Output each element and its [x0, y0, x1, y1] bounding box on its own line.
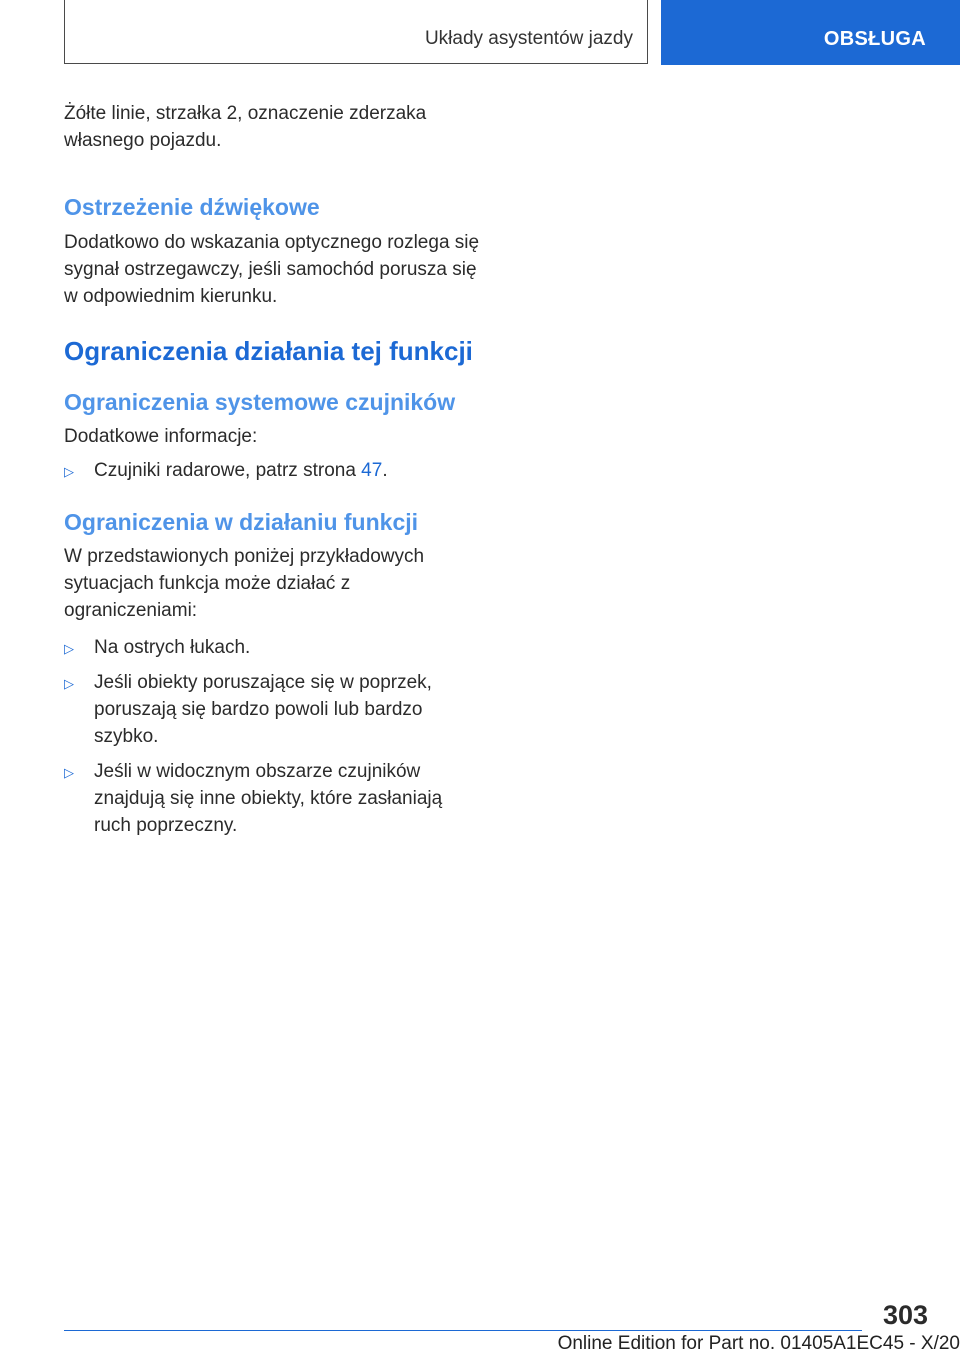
function-restrictions-heading: Ograniczenia w działaniu funkcji: [64, 509, 419, 535]
function-limits-heading: Ograniczenia działania tej funkcji: [64, 336, 473, 366]
function-restrictions-list: [64, 634, 484, 839]
header-section-box: [64, 0, 648, 64]
function-restrictions-paragraph: W przedstawionych poniżej przykładowych sytuacjach funkcja może działać z ograniczeniami:: [64, 546, 425, 621]
list-item: [64, 457, 484, 484]
sensor-item-end: .: [382, 460, 388, 481]
acoustic-warning-heading: Ostrzeżenie dźwiękowe: [64, 194, 320, 220]
acoustic-warning-paragraph: Dodatkowo do wskazania optycznego rozlega się sygnał ostrzegawczy, jeśli samochód porusza się w odpowiednim kierunku.: [64, 232, 480, 307]
triangle-bullet-icon: ▷: [64, 641, 74, 656]
page-reference-link[interactable]: 47: [361, 460, 383, 481]
triangle-bullet-icon: ▷: [64, 765, 74, 780]
list-item: [64, 634, 484, 661]
list-item-text: Jeśli obiekty poruszające się w poprzek, poruszają się bardzo powoli lub bardzo szybko.: [94, 672, 432, 747]
triangle-bullet-icon: ▷: [64, 676, 74, 691]
sensor-limits-paragraph: Dodatkowe informacje:: [64, 426, 258, 447]
sensor-limits-list: [64, 457, 484, 484]
page-number: 303: [882, 1300, 928, 1330]
list-item-text: Na ostrych łukach.: [94, 637, 251, 658]
list-item: [64, 758, 484, 839]
chapter-tab-label: OBSŁUGA: [823, 28, 926, 50]
page-content: [64, 100, 484, 839]
sensor-limits-heading: Ograniczenia systemowe czujników: [64, 389, 456, 415]
intro-paragraph: Żółte linie, strzałka 2, oznaczenie zderzaka własnego pojazdu.: [64, 103, 427, 151]
sensor-item-text: Czujniki radarowe, patrz strona: [94, 460, 362, 481]
chapter-tab[interactable]: [661, 0, 960, 65]
triangle-bullet-icon: ▷: [64, 464, 74, 479]
list-item-text: Jeśli w widocznym obszarze czujników znajdują się inne obiekty, które zasłaniają ruch poprzeczny.: [94, 761, 443, 836]
footer-edition-text: Online Edition for Part no. 01405A1EC45 - X/20: [557, 1333, 960, 1354]
list-item: [64, 669, 484, 750]
footer-divider: [64, 1330, 862, 1331]
section-title: Układy asystentów jazdy: [424, 28, 633, 49]
